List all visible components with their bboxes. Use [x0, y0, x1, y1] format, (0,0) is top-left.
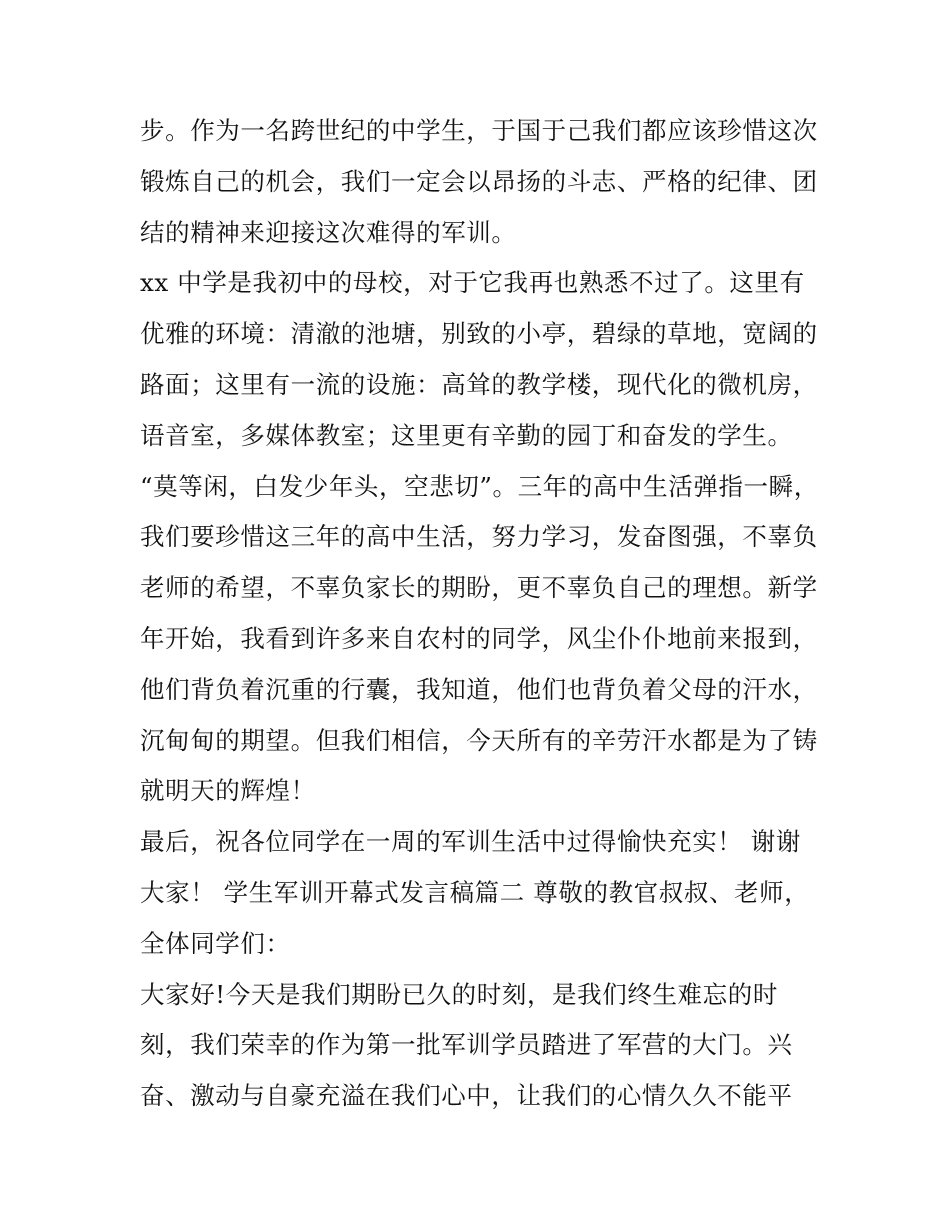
- text-line: 年开始，我看到许多来自农村的同学，风尘仆仆地前来报到，: [140, 623, 818, 653]
- text-line: 刻，我们荣幸的作为第一批军训学员踏进了军营的大门。兴: [140, 1030, 793, 1060]
- text-line: 沉甸甸的期望。但我们相信，今天所有的辛劳汗水都是为了铸: [140, 725, 818, 755]
- text-line: 锻炼自己的机会，我们一定会以昂扬的斗志、严格的纪律、团: [140, 166, 818, 196]
- text-line: “莫等闲，白发少年头，空悲切”。三年的高中生活弹指一瞬，: [140, 471, 819, 501]
- text-line: 优雅的环境：清澈的池塘，别致的小亭，碧绿的草地，宽阔的: [140, 319, 818, 349]
- text-line: 大家好!今天是我们期盼已久的时刻，是我们终生难忘的时: [140, 979, 778, 1009]
- text-line: 全体同学们：: [140, 928, 291, 958]
- text-line: 就明天的辉煌！: [140, 776, 316, 806]
- text-line: xx 中学是我初中的母校，对于它我再也熟悉不过了。这里有: [140, 268, 805, 298]
- text-line: 我们要珍惜这三年的高中生活，努力学习，发奋图强，不辜负: [140, 522, 818, 552]
- text-line: 路面；这里有一流的设施：高耸的教学楼，现代化的微机房，: [140, 369, 818, 399]
- body-text: [140, 106, 820, 1122]
- text-line: 大家！ 学生军训开幕式发言稿篇二 尊敬的教官叔叔、老师，: [140, 877, 810, 907]
- text-line: 语音室，多媒体教室；这里更有辛勤的园丁和奋发的学生。: [140, 420, 793, 450]
- text-line: 奋、激动与自豪充溢在我们心中，让我们的心情久久不能平: [140, 1081, 793, 1111]
- text-line: 他们背负着沉重的行囊，我知道，他们也背负着父母的汗水，: [140, 674, 818, 704]
- text-line: 老师的希望，不辜负家长的期盼，更不辜负自己的理想。新学: [140, 573, 818, 603]
- text-line: 结的精神来迎接这次难得的军训。: [140, 217, 517, 247]
- text-line: 步。作为一名跨世纪的中学生，于国于己我们都应该珍惜这次: [140, 116, 818, 145]
- text-line: 最后，祝各位同学在一周的军训生活中过得愉快充实！ 谢谢: [140, 827, 801, 857]
